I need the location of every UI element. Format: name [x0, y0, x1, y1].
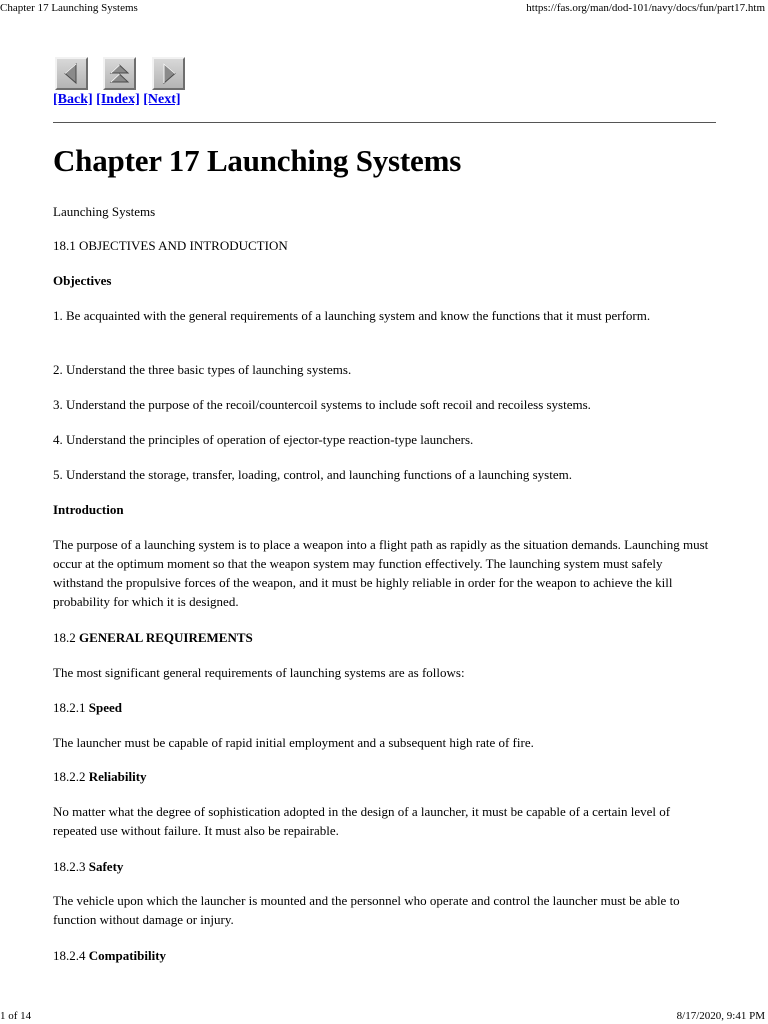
page-count: 1 of 14: [0, 1010, 32, 1022]
section-18-2-paragraph: The most significant general requirements of launching systems are as follows:: [53, 665, 465, 680]
print-header-title: Chapter 17 Launching Systems: [0, 2, 138, 14]
nav-links: [53, 92, 181, 108]
index-link[interactable]: [Index]: [96, 92, 140, 107]
section-number: 18.2: [53, 630, 76, 645]
next-link[interactable]: [Next]: [143, 92, 181, 107]
introduction-paragraph: The purpose of a launching system is to place a weapon into a flight path as rapidly as the situation demands. Launching must occur at the optimum moment so that the weapon system may function effectively. The launching system must safely withstand the propulsive forces of the weapon, and it must be highly reliable in order for the weapon to achieve the kill probability for which it is designed.: [53, 537, 709, 609]
left-arrow-icon: [57, 59, 86, 88]
section-title: OBJECTIVES AND INTRODUCTION: [79, 238, 288, 253]
section-number: 18.1: [53, 238, 76, 253]
objective-1: 1. Be acquainted with the general requirements of a launching system and know the functions that it must perform.: [53, 308, 651, 323]
page-title: Chapter 17 Launching Systems: [53, 143, 462, 178]
subtitle: Launching Systems: [53, 204, 156, 219]
horizontal-rule: [53, 122, 716, 123]
section-number: 18.2.3: [53, 859, 86, 874]
print-footer: [0, 1008, 768, 1024]
section-title: Reliability: [88, 769, 147, 784]
right-arrow-icon: [154, 59, 183, 88]
up-arrow-icon: [105, 59, 134, 88]
objective-5: 5. Understand the storage, transfer, loading, control, and launching functions of a launching system.: [53, 467, 572, 482]
objectives-heading: [53, 271, 716, 290]
print-header: [0, 0, 768, 16]
section-18-2-2-paragraph: No matter what the degree of sophistication adopted in the design of a launcher, it must be capable of a certain level of repeated use without failure. It must also be repairable.: [53, 804, 671, 838]
section-18-2-1-paragraph: The launcher must be capable of rapid initial employment and a subsequent high rate of fire.: [53, 735, 534, 750]
section-title: GENERAL REQUIREMENTS: [79, 630, 253, 645]
section-18-1-heading: [53, 236, 716, 255]
section-18-2-2-heading: [53, 767, 716, 786]
introduction-heading-text: Introduction: [53, 502, 124, 517]
objectives-heading-text: Objectives: [53, 273, 112, 288]
objective-4: 4. Understand the principles of operation of ejector-type reaction-type launchers.: [53, 432, 474, 447]
section-18-2-1-heading: [53, 698, 716, 717]
back-link[interactable]: [Back]: [53, 92, 93, 107]
section-18-2-heading: [53, 628, 716, 647]
print-header-url: https://fas.org/man/dod-101/navy/docs/fun/part17.htm: [526, 2, 765, 14]
print-datetime: 8/17/2020, 9:41 PM: [676, 1010, 765, 1022]
section-number: 18.2.2: [53, 769, 86, 784]
index-button[interactable]: [103, 57, 136, 90]
section-18-2-3-paragraph: The vehicle upon which the launcher is mounted and the personnel who operate and control the launcher must be able to function without damage or injury.: [53, 893, 680, 927]
section-number: 18.2.1: [53, 700, 86, 715]
section-title: Speed: [88, 700, 122, 715]
section-number: 18.2.4: [53, 948, 86, 963]
section-title: Compatibility: [88, 948, 167, 963]
objective-2: 2. Understand the three basic types of launching systems.: [53, 362, 352, 377]
next-button[interactable]: [152, 57, 185, 90]
introduction-heading: [53, 500, 716, 519]
objective-3: 3. Understand the purpose of the recoil/countercoil systems to include soft recoil and recoiless systems.: [53, 397, 591, 412]
section-title: Safety: [88, 859, 124, 874]
section-18-2-4-heading: [53, 946, 716, 965]
back-button[interactable]: [55, 57, 88, 90]
section-18-2-3-heading: [53, 857, 716, 876]
